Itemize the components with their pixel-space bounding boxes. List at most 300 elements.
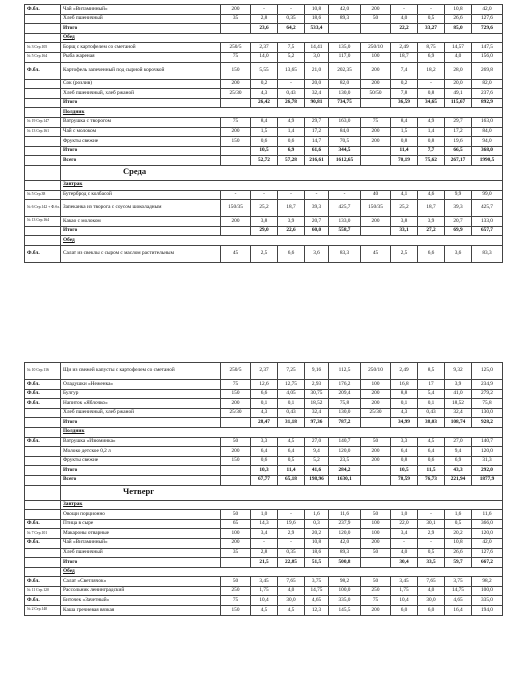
value-f1: 57,28 xyxy=(278,156,305,166)
value-p2: 4,3 xyxy=(391,408,418,418)
value-p1: - xyxy=(251,538,278,548)
value-e1: 120,0 xyxy=(329,529,361,539)
value-e1: 1630,1 xyxy=(329,475,361,485)
day-name: Четверг xyxy=(123,485,155,496)
value-f2: 0,5 xyxy=(418,548,445,558)
value-p2: 1,0 xyxy=(391,510,418,520)
value-p1: 4,3 xyxy=(251,89,278,99)
value-m2: 250/10 xyxy=(361,363,391,380)
value-p2: 25,2 xyxy=(391,200,418,217)
value-f1: 0,35 xyxy=(278,14,305,24)
table-row xyxy=(25,146,503,156)
dish-name: Итого xyxy=(61,466,221,476)
value-p2: 0,8 xyxy=(391,456,418,466)
value-e2: 892,9 xyxy=(472,98,503,108)
value-f2: 4,0 xyxy=(418,586,445,596)
value-m2 xyxy=(361,418,391,428)
value-f2: 6,0 xyxy=(418,606,445,616)
value-p2: 3,3 xyxy=(391,437,418,447)
table-row xyxy=(25,500,503,510)
recipe-ref xyxy=(25,62,61,79)
value-c1: 3,0 xyxy=(305,52,329,62)
table-row xyxy=(25,14,503,24)
dish-name: Итого xyxy=(61,558,221,568)
table-row xyxy=(25,43,503,53)
table-row xyxy=(25,586,503,596)
value-f2: 7,65 xyxy=(418,577,445,587)
value-c1: 30,75 xyxy=(305,389,329,399)
value-c2: 6,9 xyxy=(445,456,472,466)
table-row xyxy=(25,226,503,236)
value-m1 xyxy=(221,24,251,34)
dish-name: Чай «Витаминный» xyxy=(61,538,221,548)
value-p2: 0,2 xyxy=(391,79,418,89)
value-p2: 22,2 xyxy=(391,24,418,34)
recipe-ref xyxy=(25,117,61,127)
value-f1: 31,18 xyxy=(278,418,305,428)
table-row xyxy=(25,200,503,217)
value-e1: 202,35 xyxy=(329,62,361,79)
value-m1 xyxy=(221,558,251,568)
value-f2: 4,5 xyxy=(418,437,445,447)
table-row xyxy=(25,180,503,190)
value-m2 xyxy=(361,475,391,485)
table-row xyxy=(25,245,503,262)
value-c1: 20,7 xyxy=(305,217,329,227)
value-m2: 250/10 xyxy=(361,43,391,53)
value-f2: 1,4 xyxy=(418,127,445,137)
value-p2: 78,59 xyxy=(391,475,418,485)
value-c1: 61,6 xyxy=(305,146,329,156)
value-c2: 27,0 xyxy=(445,437,472,447)
table-row xyxy=(25,447,503,457)
dish-name: Молоко детское 0,2 л xyxy=(61,447,221,457)
table-row xyxy=(25,165,503,180)
value-e2: 120,0 xyxy=(472,529,503,539)
recipe-ref xyxy=(25,127,61,137)
value-f2: 38,03 xyxy=(418,418,445,428)
value-f1: 4,5 xyxy=(278,437,305,447)
value-p1: 6,4 xyxy=(251,447,278,457)
section-heading: Обед xyxy=(61,567,503,577)
value-m1: 150 xyxy=(221,456,251,466)
value-m2 xyxy=(361,558,391,568)
value-m2: 200 xyxy=(361,217,391,227)
table-row xyxy=(25,5,503,15)
value-p2: 10,5 xyxy=(391,466,418,476)
ref-cell xyxy=(25,567,61,577)
value-f2: 0,8 xyxy=(418,137,445,147)
ref-cell xyxy=(25,500,61,510)
value-f2: 30,1 xyxy=(418,519,445,529)
dish-name: Фрукты свежие xyxy=(61,456,221,466)
dish-name: Запеканка из творога с соусом шоколадным xyxy=(61,200,221,217)
value-e2: 98,2 xyxy=(472,577,503,587)
value-m1: 50 xyxy=(221,577,251,587)
recipe-ref-text: № 2 Стр.140 xyxy=(27,607,48,612)
value-f2: 6,9 xyxy=(418,52,445,62)
value-c2: 32,4 xyxy=(445,408,472,418)
dish-name: Рыба жареная xyxy=(61,52,221,62)
dish-name: Итого xyxy=(61,98,221,108)
dish-name: Каша гречневая вязкая xyxy=(61,606,221,616)
value-e1: 23,5 xyxy=(329,456,361,466)
value-e2: 194,0 xyxy=(472,606,503,616)
value-f1: 6,6 xyxy=(278,245,305,262)
value-p1: 0,2 xyxy=(251,79,278,89)
ref-cell xyxy=(25,427,61,437)
value-c1: 1,6 xyxy=(305,510,329,520)
value-e1: 284,2 xyxy=(329,466,361,476)
value-c1: 97,36 xyxy=(305,418,329,428)
value-m2 xyxy=(361,146,391,156)
section-heading: Полдник xyxy=(61,427,503,437)
table-row xyxy=(25,466,503,476)
value-m2 xyxy=(361,226,391,236)
value-p2: 4,0 xyxy=(391,14,418,24)
value-c1: 29,7 xyxy=(305,117,329,127)
value-c2: 39,3 xyxy=(445,200,472,217)
value-f2: 0,8 xyxy=(418,89,445,99)
value-e2: 425,7 xyxy=(472,200,503,217)
value-e2: 75,8 xyxy=(472,399,503,409)
value-c1: 32,4 xyxy=(305,89,329,99)
table-row xyxy=(25,363,503,380)
recipe-ref-text: № 13 Стр.164 xyxy=(27,218,50,223)
recipe-ref xyxy=(25,538,61,548)
value-f1: - xyxy=(278,510,305,520)
value-e1: 335,0 xyxy=(329,596,361,606)
dish-name: Макароны отварные xyxy=(61,529,221,539)
value-p1: 14,3 xyxy=(251,519,278,529)
value-p1: 52,72 xyxy=(251,156,278,166)
value-f2: 0,1 xyxy=(418,399,445,409)
dish-name: Птица в сыре xyxy=(61,519,221,529)
value-e2: 82,0 xyxy=(472,79,503,89)
value-e2: 120,0 xyxy=(472,447,503,457)
recipe-ref xyxy=(25,558,61,568)
value-m1: 200 xyxy=(221,5,251,15)
value-c1: 39,3 xyxy=(305,200,329,217)
value-m1: 200 xyxy=(221,127,251,137)
value-e2: 125,0 xyxy=(472,363,503,380)
value-m2: 200 xyxy=(361,447,391,457)
value-c1: 27,0 xyxy=(305,437,329,447)
value-m2: 200 xyxy=(361,389,391,399)
value-p1: 21,5 xyxy=(251,558,278,568)
value-c2: 108,74 xyxy=(445,418,472,428)
value-e2: 130,0 xyxy=(472,408,503,418)
table-row xyxy=(25,475,503,485)
table-row xyxy=(25,137,503,147)
table-row xyxy=(25,108,503,118)
recipe-ref xyxy=(25,43,61,53)
value-c1: 5,2 xyxy=(305,456,329,466)
value-p2: 0,1 xyxy=(391,399,418,409)
recipe-ref xyxy=(25,606,61,616)
value-p2: 3,45 xyxy=(391,577,418,587)
value-c2: 14,57 xyxy=(445,43,472,53)
value-c2: 85,0 xyxy=(445,24,472,34)
value-m2: 50/50 xyxy=(361,89,391,99)
value-m2 xyxy=(361,466,391,476)
value-c2: 10,8 xyxy=(445,538,472,548)
dish-name: Итого xyxy=(61,24,221,34)
dish-name: Ватрушка «Изюминка» xyxy=(61,437,221,447)
value-f2: 4,9 xyxy=(418,117,445,127)
value-m2: 200 xyxy=(361,127,391,137)
value-e1: 237,9 xyxy=(329,519,361,529)
value-m2 xyxy=(361,24,391,34)
value-m1: 35 xyxy=(221,548,251,558)
recipe-ref xyxy=(25,79,61,89)
value-m2: 100 xyxy=(361,380,391,390)
value-p1: - xyxy=(251,190,278,200)
recipe-ref xyxy=(25,456,61,466)
value-e1: 100,0 xyxy=(329,586,361,596)
value-f2: 34,65 xyxy=(418,98,445,108)
value-p2: 3,8 xyxy=(391,217,418,227)
value-e1: 130,0 xyxy=(329,89,361,99)
table-row xyxy=(25,127,503,137)
value-p1: 1,0 xyxy=(251,510,278,520)
value-f2: - xyxy=(418,5,445,15)
dish-name: Щи из свежей капусты с картофелем со сметаной xyxy=(61,363,221,380)
value-f1: 19,6 xyxy=(278,519,305,529)
value-c2: 9,32 xyxy=(445,363,472,380)
value-f1: 3,9 xyxy=(278,217,305,227)
recipe-ref-text: № 5 Стр.38 xyxy=(27,191,46,196)
value-c2: 19,6 xyxy=(445,137,472,147)
value-e1: 163,0 xyxy=(329,117,361,127)
value-e2: 99,0 xyxy=(472,190,503,200)
dish-name: Чай «Витаминный» xyxy=(61,5,221,15)
recipe-ref xyxy=(25,146,61,156)
value-f2: 33,5 xyxy=(418,558,445,568)
value-p2: 4,1 xyxy=(391,190,418,200)
dish-name: Борщ с картофелем со сметаной xyxy=(61,43,221,53)
value-p1: 10,3 xyxy=(251,466,278,476)
value-e1: 11,6 xyxy=(329,510,361,520)
day-heading xyxy=(61,485,503,500)
value-c1: 20,0 xyxy=(305,79,329,89)
value-p1: 12,6 xyxy=(251,380,278,390)
value-m1: 150 xyxy=(221,62,251,79)
value-f1: 65,18 xyxy=(278,475,305,485)
value-p2: 70,19 xyxy=(391,156,418,166)
value-c2: 16,4 xyxy=(445,606,472,616)
value-e2: 133,0 xyxy=(472,217,503,227)
recipe-ref xyxy=(25,363,61,380)
value-c1: 51,5 xyxy=(305,558,329,568)
recipe-ref xyxy=(25,245,61,262)
value-e2: 292,0 xyxy=(472,466,503,476)
value-c2: 66,5 xyxy=(445,146,472,156)
value-e2: 368,0 xyxy=(472,146,503,156)
table-row xyxy=(25,62,503,79)
value-c1: 9,4 xyxy=(305,447,329,457)
recipe-ref xyxy=(25,596,61,606)
value-m1: 50 xyxy=(221,510,251,520)
value-f2: - xyxy=(418,538,445,548)
value-p2: 2,49 xyxy=(391,363,418,380)
dish-name: Оладушки «Неженка» xyxy=(61,380,221,390)
dish-name: Булгур xyxy=(61,389,221,399)
value-f2: 18,2 xyxy=(418,62,445,79)
recipe-ref xyxy=(25,519,61,529)
value-e1: 130,0 xyxy=(329,408,361,418)
value-f2: 33,27 xyxy=(418,24,445,34)
value-m1: 75 xyxy=(221,117,251,127)
value-c1: 17,2 xyxy=(305,127,329,137)
dish-name: Картофель запеченный под сырной корочкой xyxy=(61,62,221,79)
recipe-ref xyxy=(25,389,61,399)
value-m1 xyxy=(221,226,251,236)
value-c1: 32,4 xyxy=(305,408,329,418)
value-p1: 23,6 xyxy=(251,24,278,34)
dish-name: Всего xyxy=(61,156,221,166)
value-m2 xyxy=(361,156,391,166)
value-f1: 0,43 xyxy=(278,89,305,99)
value-c1: 533,4 xyxy=(305,24,329,34)
value-m2: 200 xyxy=(361,538,391,548)
recipe-ref xyxy=(25,408,61,418)
value-p1: 0,6 xyxy=(251,137,278,147)
value-m1: 200 xyxy=(221,399,251,409)
value-m2: 100 xyxy=(361,52,391,62)
value-m1: 45 xyxy=(221,245,251,262)
value-e1: 140,7 xyxy=(329,437,361,447)
value-e2: 140,7 xyxy=(472,437,503,447)
value-m2: 50 xyxy=(361,548,391,558)
value-p1: 2,8 xyxy=(251,548,278,558)
table-row xyxy=(25,577,503,587)
dish-name: Хлеб пшеничный, хлеб ржаной xyxy=(61,89,221,99)
value-e1: 117,0 xyxy=(329,52,361,62)
value-f2: 18,7 xyxy=(418,200,445,217)
value-p1: 2,8 xyxy=(251,14,278,24)
value-c1: 10,8 xyxy=(305,5,329,15)
value-e2: 335,0 xyxy=(472,596,503,606)
table-row xyxy=(25,558,503,568)
value-c1: 12,3 xyxy=(305,606,329,616)
recipe-ref xyxy=(25,226,61,236)
value-m1: 100 xyxy=(221,529,251,539)
value-p2: 36,59 xyxy=(391,98,418,108)
recipe-ref xyxy=(25,137,61,147)
value-f1: 0,6 xyxy=(278,137,305,147)
value-m1: 75 xyxy=(221,380,251,390)
value-c1: 2,93 xyxy=(305,380,329,390)
value-c2: 20,2 xyxy=(445,529,472,539)
recipe-ref-text: № 10 Стр.116 xyxy=(27,368,49,373)
value-c2: 14,75 xyxy=(445,586,472,596)
value-p1: 2,5 xyxy=(251,245,278,262)
value-f1: 6,9 xyxy=(278,146,305,156)
value-p1: 5,55 xyxy=(251,62,278,79)
value-m1: 200 xyxy=(221,217,251,227)
recipe-ref-text: Ф.бл. xyxy=(27,520,40,527)
dish-name: Итого xyxy=(61,418,221,428)
value-e1: 82,0 xyxy=(329,79,361,89)
value-p1: 3,4 xyxy=(251,529,278,539)
recipe-ref xyxy=(25,156,61,166)
value-c1: 198,96 xyxy=(305,475,329,485)
value-p1: 6,6 xyxy=(251,389,278,399)
recipe-ref xyxy=(25,447,61,457)
dish-name: Сок (розлив) xyxy=(61,79,221,89)
value-e1: 89,3 xyxy=(329,548,361,558)
value-f2: 0,5 xyxy=(418,14,445,24)
value-e1: 558,7 xyxy=(329,226,361,236)
value-f1: 0,5 xyxy=(278,456,305,466)
value-f1: 0,35 xyxy=(278,548,305,558)
value-m1 xyxy=(221,156,251,166)
recipe-ref-text: Ф.бл. xyxy=(27,5,40,12)
table-row xyxy=(25,538,503,548)
value-e1: 112,5 xyxy=(329,363,361,380)
value-f1: 30,0 xyxy=(278,596,305,606)
value-e2: 237,6 xyxy=(472,89,503,99)
value-c2: 28,0 xyxy=(445,62,472,79)
value-e2: 163,0 xyxy=(472,117,503,127)
menu-sheet-1 xyxy=(24,4,502,263)
value-c2: 3,75 xyxy=(445,577,472,587)
value-f2: 0,6 xyxy=(418,456,445,466)
table-row xyxy=(25,79,503,89)
value-m2: 50 xyxy=(361,14,391,24)
table-row xyxy=(25,408,503,418)
recipe-ref xyxy=(25,548,61,558)
value-e2: 100,0 xyxy=(472,586,503,596)
value-e2: 94,0 xyxy=(472,137,503,147)
value-e1: 209,4 xyxy=(329,389,361,399)
recipe-ref-text: № 13 Стр.161 xyxy=(27,128,50,133)
value-m1: 50 xyxy=(221,437,251,447)
value-f1: 4,05 xyxy=(278,389,305,399)
value-m1: 200 xyxy=(221,79,251,89)
recipe-ref-text: Ф.бл. xyxy=(27,390,40,397)
value-m2: 100 xyxy=(361,529,391,539)
dish-name: Салат «Светлячок» xyxy=(61,577,221,587)
value-p1: 8,4 xyxy=(251,117,278,127)
value-p2: 6,0 xyxy=(391,606,418,616)
value-c2: 115,67 xyxy=(445,98,472,108)
value-m1: 25/30 xyxy=(221,89,251,99)
table-row xyxy=(25,399,503,409)
value-m1: 150/35 xyxy=(221,200,251,217)
value-f1: 2,9 xyxy=(278,529,305,539)
section-heading: Обед xyxy=(61,33,503,43)
value-f2: 8,75 xyxy=(418,43,445,53)
value-f2: 8,5 xyxy=(418,363,445,380)
recipe-ref xyxy=(25,475,61,485)
dish-name: Салат из свеклы с сыром с маслом растительным xyxy=(61,245,221,262)
value-e1: 42,0 xyxy=(329,5,361,15)
value-c1: 14,41 xyxy=(305,43,329,53)
value-m2: 200 xyxy=(361,137,391,147)
value-p2: 4,0 xyxy=(391,548,418,558)
value-m2: 200 xyxy=(361,62,391,79)
value-m2: 100 xyxy=(361,519,391,529)
recipe-ref-text: № 7 Стр.101 xyxy=(27,530,48,535)
dish-name: Всего xyxy=(61,475,221,485)
recipe-ref xyxy=(25,466,61,476)
value-f1: 22,85 xyxy=(278,558,305,568)
value-f1: - xyxy=(278,538,305,548)
dish-name: Бутерброд с колбасой xyxy=(61,190,221,200)
value-e1: 425,7 xyxy=(329,200,361,217)
